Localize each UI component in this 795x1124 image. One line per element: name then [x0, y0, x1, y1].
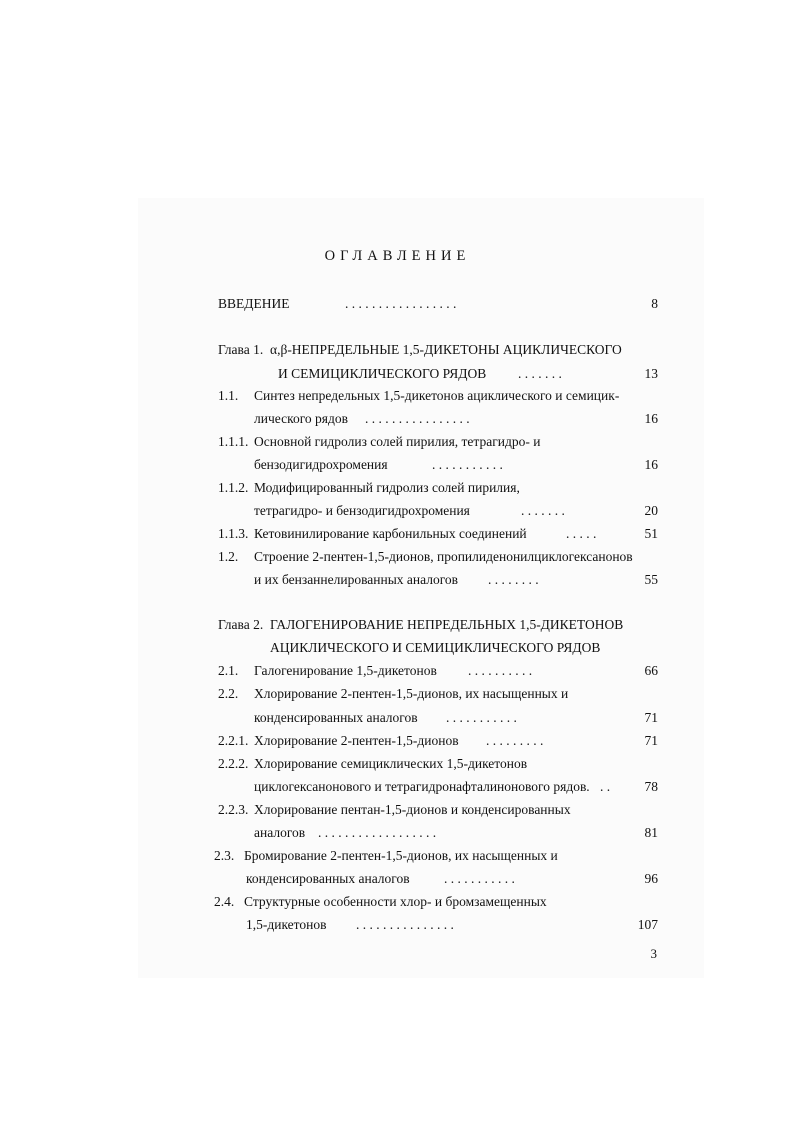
toc-entry-number: 2.2. [218, 686, 239, 701]
toc-entry [0, 754, 795, 774]
toc-entry-page: 20 [644, 503, 658, 518]
toc-entry-text: ГАЛОГЕНИРОВАНИЕ НЕПРЕДЕЛЬНЫХ 1,5-ДИКЕТОНОВ [270, 617, 624, 632]
toc-entry [0, 708, 795, 728]
toc-entry-dots: . . . . . . . . . . . [446, 710, 517, 725]
toc-chapter-number: Глава 1. [218, 342, 264, 357]
toc-entry-page: 16 [644, 457, 658, 472]
toc-entry-text: Хлорирование 2-пентен-1,5-дионов, их насыщенных и [254, 686, 569, 701]
toc-entry [0, 661, 795, 681]
toc-entry-text: Строение 2-пентен-1,5-дионов, пропилиденонилциклогексанонов [254, 549, 633, 564]
toc-entry [0, 892, 795, 912]
toc-entry-text: Хлорирование 2-пентен-1,5-дионов [254, 733, 459, 748]
toc-entry-text: И СЕМИЦИКЛИЧЕСКОГО РЯДОВ [278, 366, 487, 381]
toc-entry [0, 294, 795, 314]
page-number: 3 [650, 946, 657, 961]
toc-entry-page: 51 [644, 526, 658, 541]
toc-entry-text: и их бензаннелированных аналогов [254, 572, 459, 587]
toc-chapter-heading [0, 340, 795, 360]
toc-entry-dots: . . . . . . . . . . . [444, 871, 515, 886]
toc-entry-dots: . . . . . . . . . . . . . . . . . . [318, 825, 437, 840]
toc-entry [0, 800, 795, 820]
toc-entry-text: лического рядов [254, 411, 348, 426]
toc-entry-number: 2.2.1. [218, 733, 249, 748]
toc-entry-dots: . . . . . . . [521, 503, 565, 518]
toc-entry-text: Бромирование 2-пентен-1,5-дионов, их насыщенных и [244, 848, 558, 863]
toc-entry-text: тетрагидро- и бензодигидрохромения [254, 503, 470, 518]
toc-entry [0, 432, 795, 452]
toc-entry-page: 96 [644, 871, 658, 886]
toc-entry [0, 915, 795, 935]
toc-entry [0, 731, 795, 751]
toc-entry-page: 55 [644, 572, 658, 587]
toc-entry [0, 777, 795, 797]
toc-entry-page: 78 [644, 779, 658, 794]
toc-entry-text: Галогенирование 1,5-дикетонов [254, 663, 437, 678]
toc-entry-text: Модифицированный гидролиз солей пирилия, [254, 480, 520, 495]
toc-entry-text: конденсированных аналогов [254, 710, 418, 725]
toc-entry-text: Хлорирование пентан-1,5-дионов и конденсированных [254, 802, 571, 817]
toc-entry-page: 66 [644, 663, 658, 678]
toc-entry-text: бензодигидрохромения [254, 457, 388, 472]
toc-entry-text: α,β-НЕПРЕДЕЛЬНЫЕ 1,5-ДИКЕТОНЫ АЦИКЛИЧЕСКОГО [270, 342, 622, 357]
toc-chapter-number: Глава 2. [218, 617, 264, 632]
toc-entry-dots: . . [600, 779, 611, 794]
toc-entry-dots: . . . . . . . [518, 366, 562, 381]
toc-entry-text: Хлорирование семициклических 1,5-дикетонов [254, 756, 528, 771]
toc-entry-text: ВВЕДЕНИЕ [218, 296, 290, 311]
toc-entry-text: Структурные особенности хлор- и бромзамещенных [244, 894, 547, 909]
toc-entry-number: 1.1. [218, 388, 239, 403]
toc-entry-dots: . . . . . . . . . . . [432, 457, 503, 472]
toc-entry-text: Синтез непредельных 1,5-дикетонов ациклического и семицик- [254, 388, 620, 403]
toc-entry [0, 846, 795, 866]
toc-entry-number: 1.2. [218, 549, 239, 564]
toc-entry-dots: . . . . . . . . . . [468, 663, 533, 678]
toc-entry-page: 71 [644, 733, 658, 748]
toc-entry-dots: . . . . . . . . . . . . . . . . . [345, 296, 457, 311]
toc-entry-text: аналогов [254, 825, 306, 840]
toc-entry-page: 13 [644, 366, 658, 381]
toc-chapter-heading [0, 615, 795, 635]
toc-entry [0, 386, 795, 406]
toc-entry-text: Основной гидролиз солей пирилия, тетрагидро- и [254, 434, 541, 449]
toc-entry-dots: . . . . . . . . [488, 572, 539, 587]
toc-entry-dots: . . . . . . . . . [486, 733, 544, 748]
toc-entry-page: 107 [637, 917, 658, 932]
page-title: ОГЛАВЛЕНИЕ [324, 248, 471, 264]
toc-entry-dots: . . . . . [566, 526, 597, 541]
toc-entry-text: конденсированных аналогов [246, 871, 410, 886]
toc-entry [0, 684, 795, 704]
toc-entry [0, 570, 795, 590]
toc-entry-dots: . . . . . . . . . . . . . . . . [365, 411, 470, 426]
toc-entry-page: 16 [644, 411, 658, 426]
toc-entry [0, 823, 795, 843]
toc-entry-page: 81 [644, 825, 658, 840]
toc-chapter-heading [0, 638, 795, 658]
toc-entry [0, 409, 795, 429]
toc-entry-text: циклогексанонового и тетрагидронафталинонового рядов. [254, 779, 590, 794]
toc-entry-text: Кетовинилирование карбонильных соединений [254, 526, 527, 541]
toc-entry-page: 71 [644, 710, 658, 725]
toc-entry [0, 501, 795, 521]
toc-entry-page: 8 [651, 296, 658, 311]
toc-entry-number: 2.2.2. [218, 756, 249, 771]
toc-entry-dots: . . . . . . . . . . . . . . . [356, 917, 454, 932]
toc-entry-number: 1.1.1. [218, 434, 249, 449]
toc-entry [0, 547, 795, 567]
toc-entry-text: 1,5-дикетонов [246, 917, 327, 932]
toc-entry-number: 2.3. [214, 848, 235, 863]
toc-entry-number: 1.1.2. [218, 480, 249, 495]
toc-entry-number: 1.1.3. [218, 526, 249, 541]
toc-entry-number: 2.4. [214, 894, 235, 909]
toc-entry [0, 478, 795, 498]
toc-entry [0, 455, 795, 475]
toc-entry [0, 524, 795, 544]
toc-entry-number: 2.1. [218, 663, 239, 678]
toc-entry [0, 364, 795, 384]
toc-entry-text: АЦИКЛИЧЕСКОГО И СЕМИЦИКЛИЧЕСКОГО РЯДОВ [270, 640, 601, 655]
toc-entry-number: 2.2.3. [218, 802, 249, 817]
toc-entry [0, 869, 795, 889]
